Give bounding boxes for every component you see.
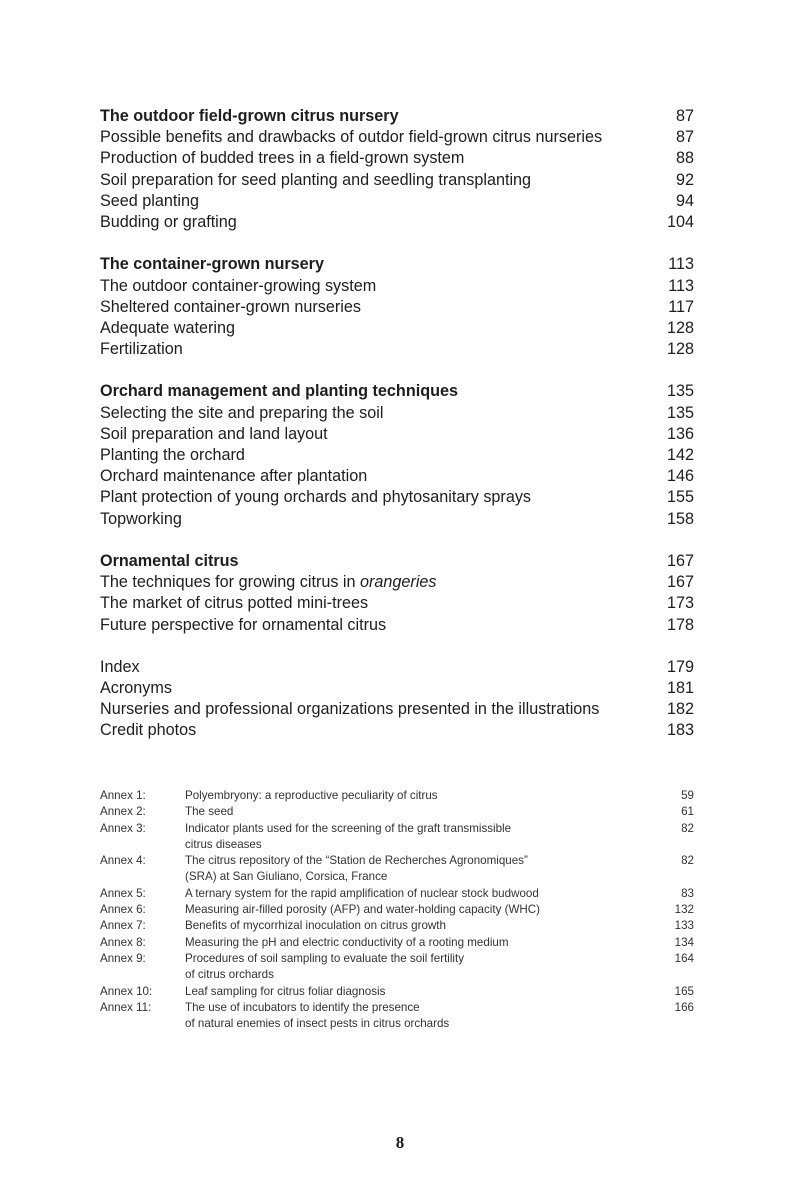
annex-entry[interactable] bbox=[100, 853, 694, 886]
toc-entry[interactable] bbox=[100, 615, 694, 636]
annex-page-number: 164 bbox=[674, 951, 694, 965]
entry-title bbox=[100, 720, 196, 741]
entry-title-text: Possible benefits and drawbacks of outdor field-grown citrus nurseries bbox=[100, 128, 603, 147]
annex-page-number: 134 bbox=[674, 935, 694, 949]
annex-title-line: The seed bbox=[185, 805, 234, 819]
toc-section bbox=[100, 551, 694, 636]
annex-label: Annex 10: bbox=[100, 984, 153, 998]
entry-page-number: 88 bbox=[675, 149, 694, 168]
entry-page-number: 158 bbox=[666, 509, 694, 528]
entry-page-number: 146 bbox=[666, 467, 694, 486]
table-of-contents bbox=[100, 106, 694, 763]
entry-title-text: Nurseries and professional organizations presented in the illustrations bbox=[100, 700, 600, 719]
section-title: Orchard management and planting techniques bbox=[100, 382, 458, 401]
entry-title bbox=[100, 297, 361, 318]
annex-title bbox=[185, 951, 644, 984]
entry-title bbox=[100, 657, 140, 678]
toc-entry[interactable] bbox=[100, 445, 694, 466]
section-page-number: 87 bbox=[675, 107, 694, 125]
entry-title bbox=[100, 212, 237, 233]
entry-title bbox=[100, 424, 328, 445]
entry-title-text: Soil preparation and land layout bbox=[100, 424, 328, 443]
entry-page-number: 182 bbox=[666, 700, 694, 719]
annex-title bbox=[185, 902, 644, 918]
annex-entry[interactable] bbox=[100, 935, 694, 951]
annex-page-number: 61 bbox=[681, 805, 694, 819]
toc-entry[interactable] bbox=[100, 170, 694, 191]
section-heading[interactable] bbox=[100, 551, 694, 572]
entry-page-number: 136 bbox=[666, 424, 694, 443]
toc-entry[interactable] bbox=[100, 148, 694, 169]
annex-entry[interactable] bbox=[100, 788, 694, 804]
section-title: The container-grown nursery bbox=[100, 255, 324, 274]
annex-page-number: 166 bbox=[674, 1000, 694, 1014]
annex-entry[interactable] bbox=[100, 821, 694, 854]
annex-label: Annex 3: bbox=[100, 821, 146, 835]
entry-title-text: Acronyms bbox=[100, 679, 172, 698]
toc-entry[interactable] bbox=[100, 657, 694, 678]
entry-page-number: 113 bbox=[668, 276, 694, 295]
entry-page-number: 178 bbox=[666, 615, 694, 634]
toc-entry[interactable] bbox=[100, 466, 694, 487]
annex-title bbox=[185, 984, 644, 1000]
entry-title bbox=[100, 191, 199, 212]
toc-entry[interactable] bbox=[100, 276, 694, 297]
annex-title-line: of citrus orchards bbox=[185, 968, 274, 982]
annex-title bbox=[185, 935, 644, 951]
entry-title-text: Index bbox=[100, 657, 140, 676]
entry-title bbox=[100, 127, 602, 148]
entry-title-text: Sheltered container-grown nurseries bbox=[100, 297, 361, 316]
annex-list bbox=[100, 788, 694, 1032]
entry-page-number: 128 bbox=[666, 340, 694, 359]
annex-page-number: 83 bbox=[681, 886, 694, 900]
entry-page-number: 104 bbox=[666, 212, 694, 231]
toc-entry[interactable] bbox=[100, 678, 694, 699]
annex-page-number: 59 bbox=[681, 789, 694, 802]
annex-title-line: The citrus repository of the “Station de Recherches Agronomiques” bbox=[185, 854, 528, 868]
section-heading[interactable] bbox=[100, 381, 694, 402]
annex-title-line: Leaf sampling for citrus foliar diagnosis bbox=[185, 984, 386, 998]
toc-entry[interactable] bbox=[100, 699, 694, 720]
annex-label: Annex 5: bbox=[100, 886, 146, 900]
annex-title-line: Procedures of soil sampling to evaluate the soil fertility bbox=[185, 951, 465, 965]
entry-title bbox=[100, 403, 383, 424]
annex-title-line: (SRA) at San Giuliano, Corsica, France bbox=[185, 870, 388, 884]
annex-entry[interactable] bbox=[100, 886, 694, 902]
entry-page-number: 94 bbox=[675, 191, 694, 210]
annex-title-line: A ternary system for the rapid amplification of nuclear stock budwood bbox=[185, 886, 539, 900]
entry-title-text: Planting the orchard bbox=[100, 446, 245, 464]
entry-title bbox=[100, 148, 464, 169]
entry-page-number: 173 bbox=[666, 594, 694, 613]
toc-entry[interactable] bbox=[100, 720, 694, 741]
section-page-number: 135 bbox=[666, 382, 694, 401]
section-heading[interactable] bbox=[100, 254, 694, 275]
toc-entry[interactable] bbox=[100, 127, 694, 148]
annex-entry[interactable] bbox=[100, 804, 694, 820]
entry-page-number: 135 bbox=[666, 403, 694, 422]
annex-page-number: 133 bbox=[674, 919, 694, 933]
entry-title bbox=[100, 276, 376, 297]
annex-page-number: 82 bbox=[681, 854, 694, 868]
annex-title-line: of natural enemies of insect pests in citrus orchards bbox=[185, 1017, 450, 1031]
annex-title-line: Measuring the pH and electric conductivity of a rooting medium bbox=[185, 935, 509, 949]
entry-page-number: 181 bbox=[666, 679, 694, 698]
section-page-number: 167 bbox=[666, 551, 694, 570]
entry-page-number: 128 bbox=[666, 318, 694, 337]
annex-page-number: 82 bbox=[681, 821, 694, 835]
annex-entry[interactable] bbox=[100, 918, 694, 934]
entry-page-number: 117 bbox=[668, 297, 694, 316]
entry-title-text: Production of budded trees in a field-grown system bbox=[100, 149, 465, 168]
entry-title bbox=[100, 339, 183, 360]
entry-title bbox=[100, 466, 367, 487]
toc-entry[interactable] bbox=[100, 318, 694, 339]
entry-page-number: 142 bbox=[666, 446, 694, 464]
entry-page-number: 155 bbox=[666, 488, 694, 507]
entry-title bbox=[100, 678, 172, 699]
annex-title bbox=[185, 1000, 644, 1033]
entry-title-italic: orangeries bbox=[360, 573, 437, 592]
annex-entry[interactable] bbox=[100, 951, 694, 984]
toc-section bbox=[100, 657, 694, 742]
toc-entry[interactable] bbox=[100, 509, 694, 530]
entry-title bbox=[100, 445, 245, 466]
annex-title bbox=[185, 788, 644, 804]
section-page-number: 113 bbox=[668, 255, 694, 274]
annex-label: Annex 2: bbox=[100, 805, 146, 819]
toc-entry[interactable] bbox=[100, 339, 694, 360]
entry-title-text: The techniques for growing citrus in bbox=[100, 573, 361, 592]
entry-title-text: Topworking bbox=[100, 509, 182, 528]
toc-entry[interactable] bbox=[100, 572, 694, 593]
toc-entry[interactable] bbox=[100, 191, 694, 212]
annex-title-line: Polyembryony: a reproductive peculiarity of citrus bbox=[185, 789, 438, 802]
section-title: The outdoor field-grown citrus nursery bbox=[100, 107, 399, 125]
annex-label: Annex 8: bbox=[100, 935, 146, 949]
annex-title-line: Benefits of mycorrhizal inoculation on citrus growth bbox=[185, 919, 446, 933]
toc-entry[interactable] bbox=[100, 593, 694, 614]
annex-label: Annex 7: bbox=[100, 919, 146, 933]
annex-title bbox=[185, 804, 644, 820]
toc-entry[interactable] bbox=[100, 297, 694, 318]
entry-title-text: Soil preparation for seed planting and seedling transplanting bbox=[100, 170, 532, 189]
annex-label: Annex 1: bbox=[100, 789, 146, 802]
annex-title-line: citrus diseases bbox=[185, 837, 262, 851]
annex-entry[interactable] bbox=[100, 1000, 694, 1033]
annex-label: Annex 11: bbox=[100, 1000, 152, 1014]
entry-title-text: Orchard maintenance after plantation bbox=[100, 467, 368, 486]
entry-title-text: Selecting the site and preparing the soil bbox=[100, 403, 384, 422]
annex-title-line: Measuring air-filled porosity (AFP) and water-holding capacity (WHC) bbox=[185, 903, 541, 917]
section-title: Ornamental citrus bbox=[100, 551, 239, 570]
entry-title-text: The market of citrus potted mini-trees bbox=[100, 594, 369, 613]
entry-title bbox=[100, 170, 531, 191]
annex-title bbox=[185, 853, 644, 886]
annex-page-number: 165 bbox=[674, 984, 694, 998]
annex-entry[interactable] bbox=[100, 984, 694, 1000]
section-heading[interactable] bbox=[100, 106, 694, 127]
toc-section bbox=[100, 381, 694, 529]
entry-page-number: 179 bbox=[666, 657, 694, 676]
entry-page-number: 92 bbox=[675, 170, 694, 189]
page-number: 8 bbox=[395, 1133, 405, 1152]
entry-title bbox=[100, 615, 386, 636]
entry-title-text: The outdoor container-growing system bbox=[100, 276, 377, 295]
entry-title bbox=[100, 487, 531, 508]
entry-title bbox=[100, 509, 182, 530]
annex-title-line: Indicator plants used for the screening of the graft transmissible bbox=[185, 821, 512, 835]
toc-entry[interactable] bbox=[100, 424, 694, 445]
entry-title-text: Budding or grafting bbox=[100, 212, 237, 231]
entry-title bbox=[100, 318, 235, 339]
entry-title bbox=[100, 699, 599, 720]
annex-title-line: The use of incubators to identify the presence bbox=[185, 1000, 420, 1014]
entry-title bbox=[100, 572, 437, 593]
toc-section bbox=[100, 254, 694, 360]
toc-section bbox=[100, 106, 694, 233]
entry-title-text: Adequate watering bbox=[100, 318, 235, 337]
annex-label: Annex 4: bbox=[100, 854, 146, 868]
entry-title-text: Credit photos bbox=[100, 721, 197, 740]
entry-page-number: 167 bbox=[666, 573, 694, 592]
annex-label: Annex 9: bbox=[100, 951, 146, 965]
annex-title bbox=[185, 918, 644, 934]
annex-entry[interactable] bbox=[100, 902, 694, 918]
entry-title-text: Fertilization bbox=[100, 340, 183, 359]
toc-entry[interactable] bbox=[100, 212, 694, 233]
entry-title bbox=[100, 593, 368, 614]
annex-page-number: 132 bbox=[674, 903, 694, 917]
annex-title bbox=[185, 886, 644, 902]
entry-title-text: Seed planting bbox=[100, 191, 200, 210]
toc-entry[interactable] bbox=[100, 403, 694, 424]
entry-title-text: Plant protection of young orchards and phytosanitary sprays bbox=[100, 488, 532, 507]
entry-page-number: 183 bbox=[666, 721, 694, 740]
entry-page-number: 87 bbox=[675, 128, 694, 147]
toc-entry[interactable] bbox=[100, 487, 694, 508]
annex-label: Annex 6: bbox=[100, 903, 146, 917]
annex-title bbox=[185, 821, 644, 854]
entry-title-text: Future perspective for ornamental citrus bbox=[100, 615, 387, 634]
